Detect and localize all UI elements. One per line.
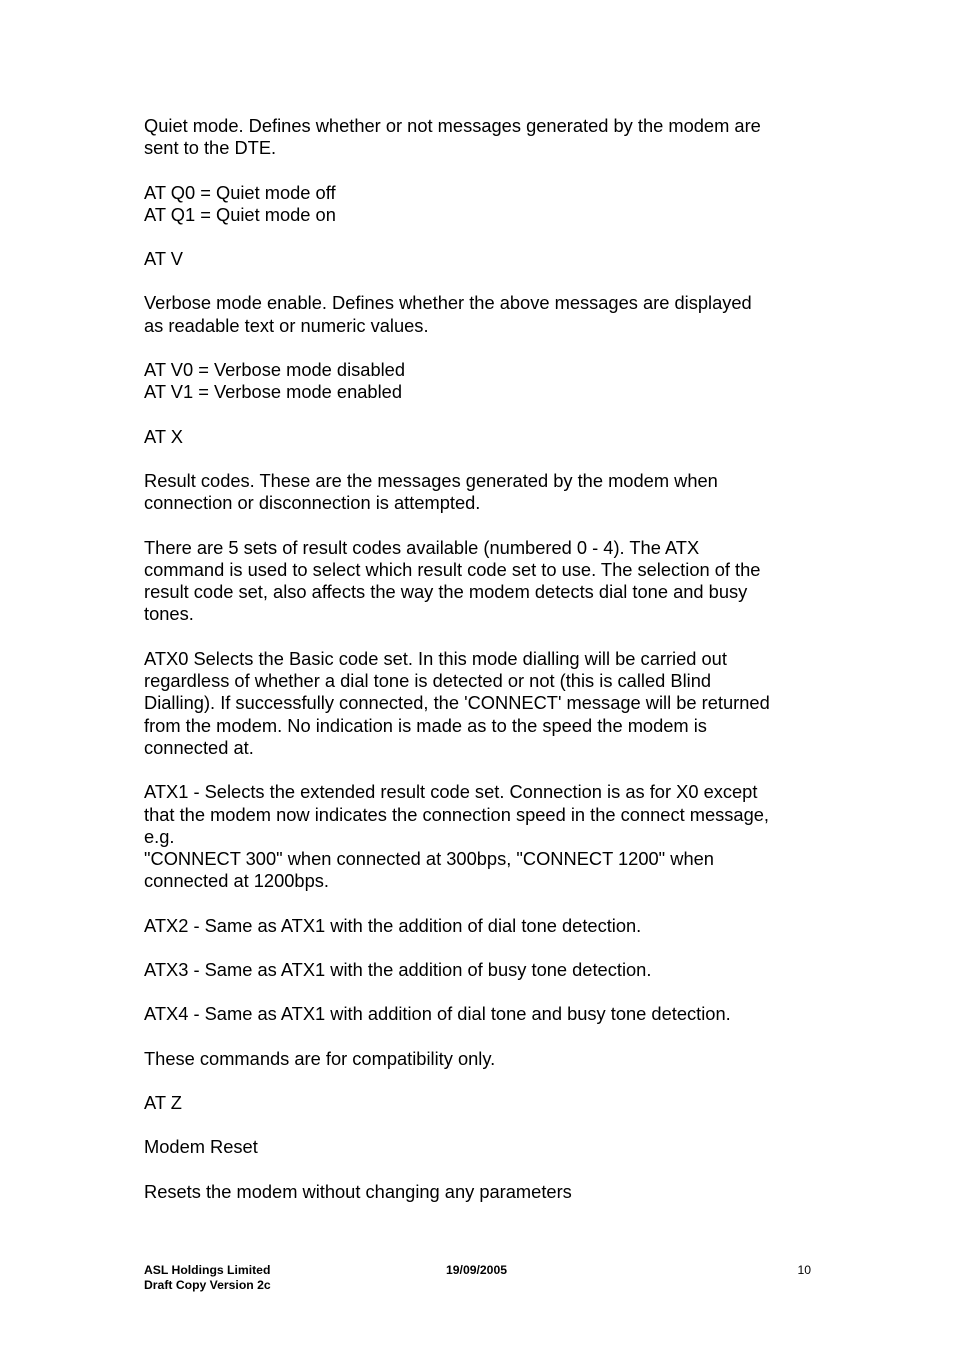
footer-version: Draft Copy Version 2c <box>144 1278 271 1292</box>
paragraph: These commands are for compatibility only. <box>144 1047 496 1069</box>
paragraph: Resets the modem without changing any parameters <box>144 1180 572 1202</box>
paragraph: Modem Reset <box>144 1136 258 1158</box>
section-heading: AT Z <box>144 1091 182 1113</box>
paragraph: There are 5 sets of result codes available (numbered 0 - 4). The ATX command is used to select which result code set to use. The selection of the result code set, also affects the way the modem detects dial tone and busy tones. <box>144 536 761 625</box>
paragraph: ATX0 Selects the Basic code set. In this mode dialling will be carried out regardless of whether a dial tone is detected or not (this is called Blind Dialling). If successfully connected, the 'CONNECT' message will be returned from the modem. No indication is made as to the speed the modem is connected at. <box>144 647 770 758</box>
paragraph: ATX2 - Same as ATX1 with the addition of dial tone detection. <box>144 914 642 936</box>
page-number: 10 <box>797 1263 811 1277</box>
section-heading: AT V <box>144 248 183 270</box>
footer-date: 19/09/2005 <box>446 1263 507 1277</box>
paragraph: Result codes. These are the messages generated by the modem when connection or disconnection is attempted. <box>144 469 718 514</box>
paragraph: Verbose mode enable. Defines whether the above messages are displayed as readable text or numeric values. <box>144 292 752 336</box>
paragraph: AT V0 = Verbose mode disabled AT V1 = Verbose mode enabled <box>144 359 406 403</box>
paragraph: ATX1 - Selects the extended result code set. Connection is as for X0 except that the modem now indicates the connection speed in the connect message, e.g. "CONNECT 300" when connected at 300bps, "CONNECT 1200" when connected at 1200bps. <box>144 781 769 892</box>
section-heading: AT X <box>144 425 183 447</box>
paragraph: Quiet mode. Defines whether or not messages generated by the modem are sent to the DTE. <box>144 115 761 159</box>
paragraph: AT Q0 = Quiet mode off AT Q1 = Quiet mode on <box>144 181 336 225</box>
footer-left <box>144 1263 271 1293</box>
paragraph: ATX4 - Same as ATX1 with addition of dial tone and busy tone detection. <box>144 1003 731 1025</box>
paragraph: ATX3 - Same as ATX1 with the addition of busy tone detection. <box>144 959 652 981</box>
document-body <box>144 115 814 1203</box>
footer-company: ASL Holdings Limited <box>144 1263 271 1277</box>
